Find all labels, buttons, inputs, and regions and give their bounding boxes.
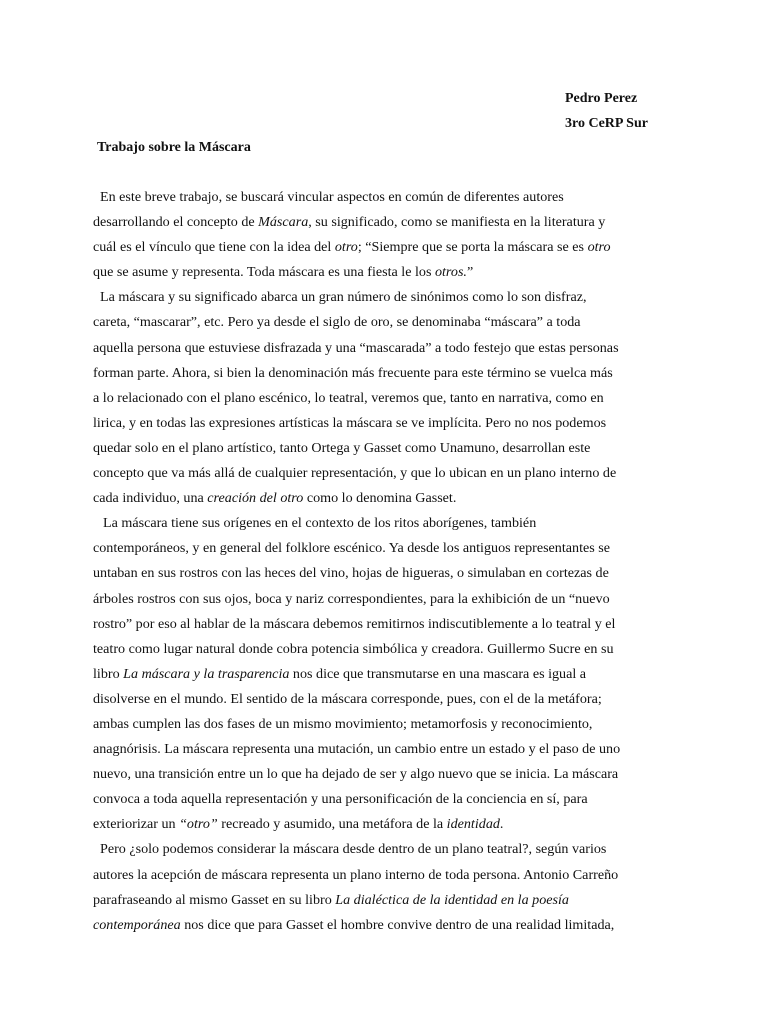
body-line: teatro como lugar natural donde cobra potencia simbólica y creadora. Guillermo Sucre en su — [93, 640, 614, 657]
body-line: aquella persona que estuviese disfrazada y una “mascarada” a todo festejo que estas personas — [93, 339, 619, 356]
body-line: careta, “mascarar”, etc. Pero ya desde el siglo de oro, se denominaba “máscara” a toda — [93, 314, 581, 331]
body-line: ambas cumplen las dos fases de un mismo movimiento; metamorfosis y reconocimiento, — [93, 715, 593, 732]
body-line: parafraseando al mismo Gasset en su libro La dialéctica de la identidad en la poesía — [93, 891, 569, 908]
body-line: rostro” por eso al hablar de la máscara debemos remitirnos indiscutiblemente a lo teatral y el — [93, 615, 616, 632]
document-body — [93, 185, 679, 938]
body-line: anagnórisis. La máscara representa una mutación, un cambio entre un estado y el paso de uno — [93, 741, 621, 758]
body-line: La máscara y su significado abarca un gran número de sinónimos como lo son disfraz, — [100, 289, 587, 306]
body-line: que se asume y representa. Toda máscara es una fiesta le los otros.” — [93, 264, 474, 281]
body-line: lirica, y en todas las expresiones artísticas la máscara se ve implícita. Pero no nos podemos — [93, 414, 607, 431]
body-line: contemporánea nos dice que para Gasset el hombre convive dentro de una realidad limitada, — [93, 916, 615, 933]
body-line: autores la acepción de máscara representa un plano interno de toda persona. Antonio Carreño — [93, 866, 619, 883]
document-title: Trabajo sobre la Máscara — [97, 140, 251, 155]
body-line: a lo relacionado con el plano escénico, lo teatral, veremos que, tanto en narrativa, como en — [93, 389, 604, 406]
body-line: árboles rostros con sus ojos, boca y nariz correspondientes, para la exhibición de un “nuevo — [93, 590, 610, 607]
body-line: contemporáneos, y en general del folklore escénico. Ya desde los antiguos representantes se — [93, 540, 610, 557]
body-line: forman parte. Ahora, si bien la denominación más frecuente para este término se vuelca más — [93, 364, 613, 381]
body-line: Pero ¿solo podemos considerar la máscara desde dentro de un plano teatral?, según varios — [100, 841, 607, 858]
body-line: concepto que va más allá de cualquier representación, y que lo ubican en un plano interno de — [93, 465, 617, 482]
body-line: En este breve trabajo, se buscará vincular aspectos en común de diferentes autores — [100, 189, 564, 205]
body-line: cada individuo, una creación del otro como lo denomina Gasset. — [93, 490, 457, 507]
body-line: exteriorizar un “otro” recreado y asumido, una metáfora de la identidad. — [93, 816, 504, 833]
body-line: quedar solo en el plano artístico, tanto Ortega y Gasset como Unamuno, desarrollan este — [93, 439, 591, 456]
body-line: disolverse en el mundo. El sentido de la máscara corresponde, pues, con el de la metáfora; — [93, 690, 602, 707]
body-line: La máscara tiene sus orígenes en el contexto de los ritos aborígenes, también — [103, 515, 537, 532]
body-line: nuevo, una transición entre un lo que ha dejado de ser y algo nuevo que se inicia. La máscara — [93, 766, 619, 783]
body-line: untaban en sus rostros con las heces del vino, hojas de higueras, o simulaban en cortezas de — [93, 565, 609, 582]
body-line: convoca a toda aquella representación y una personificación de la conciencia en sí, para — [93, 791, 588, 808]
body-line: desarrollando el concepto de Máscara, su significado, como se manifiesta en la literatura y — [93, 214, 606, 231]
body-line: libro La máscara y la trasparencia nos dice que transmutarse en una mascara es igual a — [93, 665, 587, 682]
body-line: cuál es el vínculo que tiene con la idea del otro; “Siempre que se porta la máscara se es otro — [93, 239, 611, 256]
author-block — [565, 86, 648, 136]
author-name: Pedro Perez — [565, 91, 638, 106]
author-group: 3ro CeRP Sur — [565, 116, 648, 131]
